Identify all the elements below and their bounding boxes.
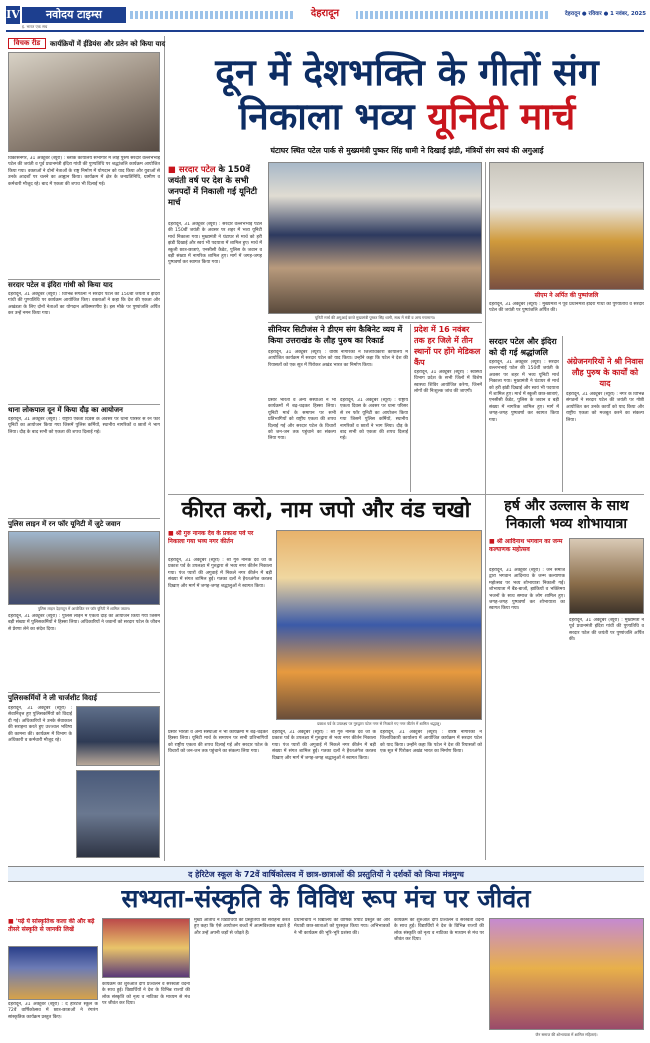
culture-headline: सभ्यता-संस्कृति के विविध रूप मंच पर जीवंत [121,884,531,913]
story-body: देहरादून, 31 अक्टूबर (ब्यूरो) : मुख्यमंत्री ने पूर्व प्रधानमंत्री इंदिरा गांधी की पुण्यतिथि व सरदार पटेल की जयंती पर पुष्पांजलि अर्पित की। [569,618,644,643]
culture-kicker: ■ 'पढ़ें ये सांस्कृतिक कला की और बढ़ें तीसरे संस्कृति से जानकी लिखें [8,918,95,933]
headline-accent: यूनिटी मार्च [427,95,576,138]
side-headline-text: के 150वें जयंती वर्ष पर देश के सभी जनपदों में निकाली गई यूनिटी मार्च [168,164,258,207]
story-headline: अंग्रेजनगरियों ने श्री निवास लौह पुरुष के कार्यों को याद [566,357,644,388]
story-body: देहरादून, 31 अक्टूबर (ब्यूरो) : राष्ट्रीय एकता दिवस के अवसर पर थाना परिसर से रन फॉर यूनिटी का आयोजन किया गया जिसमें पुलिस कर्मियों, स्थानीय नागरिकों व छात्रों ने भाग लिया। दौड़ के बाद सभी को एकता की शपथ दिलाई गई। [8,417,160,435]
divider [268,322,482,323]
kicker-badge: विचक रीड [8,38,46,49]
masthead [0,0,650,32]
photo-caption: यूनिटी मार्च की अगुआई करते मुख्यमंत्री पुष्कर सिंह धामी, साथ में मंत्री व अन्य गणमान्य। [314,315,436,320]
lead-dek: घंटाघर स्थित पटेल पार्क से मुख्यमंत्री पुष्कर सिंह धामी ने दिखाई झंडी, मंत्रियों संग स्वयं की अगुआई [270,146,544,155]
story-body: देहरादून, 31 अक्टूबर (ब्यूरो) : स्वास्थ्य विभाग प्रदेश के सभी जिलों में विशेष स्वास्थ्य शिविर आयोजित करेगा, जिनमें लोगों की निःशुल्क जांच की जाएगी। [414,370,482,395]
story-body: देहरादून, 31 अक्टूबर (ब्यूरो) : वरिष्ठ नागरिकों ने जिलाधिकारी कार्यालय में आयोजित कार्यक्रम में सरदार पटेल को याद किया। उन्होंने कहा कि पटेल ने देश की रियासतों को एक सूत्र में पिरोकर अखंड भारत का निर्माण किया। [268,350,408,368]
lead-body: देहरादून, 31 अक्टूबर (ब्यूरो) : सरदार वल्लभभाई पटेल की 150वीं जयंती के अवसर पर शहर में भव्य यूनिटी मार्च निकाला गया। मुख्यमंत्री ने घंटाघर से मार्च को हरी झंडी दिखाई और स्वयं भी पदयात्रा में शामिल हुए। मार्च में स्कूली छात्र-छात्राएं, एनसीसी कैडेट, पुलिस के जवान व बड़ी संख्या में नागरिक शामिल हुए। मार्ग में जगह-जगह पुष्पवर्षा कर स्वागत किया गया। [168,222,262,266]
column-divider [410,324,411,492]
story-headline: सरदार पटेल व इंदिरा गांधी को किया याद [8,281,113,289]
story-body: देहरादून, 31 अक्टूबर (ब्यूरो) : विभिन्न संगठनों ने सरदार पटेल की 150वीं जयंती व इंदिरा गांधी की पुण्यतिथि पर कार्यक्रम आयोजित किए। वक्ताओं ने कहा कि देश की एकता और अखंडता के लिए दोनों नेताओं का योगदान अविस्मरणीय है। इस मौके पर पुष्पांजलि अर्पित कर उन्हें नमन किया गया। [8,292,160,317]
story-headline: पुलिसकर्मियों ने ली चार्जशीट विदाई [8,694,97,702]
story-body: देहरादून, 31 अक्टूबर (ब्यूरो) : पुलिस लाइन में एकता दौड़ का आयोजन किया गया जिसमें बड़ी संख्या में पुलिसकर्मियों ने हिस्सा लिया। अधिकारियों ने जवानों को सरदार पटेल के जीवन से प्रेरणा लेने का संदेश दिया। [8,614,160,632]
divider [8,404,160,405]
lead-headline-line2 [170,94,644,140]
story-body: कार्यक्रम की शुरुआत दीप प्रज्वलन व सरस्वती वंदना के साथ हुई। विद्यार्थियों ने देश के विभिन्न राज्यों की लोक संस्कृति को नृत्य व नाटिका के माध्यम से मंच पर जीवंत कर दिया। [102,982,190,1007]
story-headline: प्रदेश में 16 नवंबर तक हर जिले में तीन स्थानों पर होंगे मेडिकल कैंप [414,325,481,367]
section-title: देहरादून [294,4,356,24]
story-headline: सरदार पटेल और इंदिरा को दी गई श्रद्धांजलि [489,337,557,357]
kirtan-headline: कीरत करो, नाम जपो और वंड चखो [181,498,471,523]
column-divider [562,336,563,492]
photo-caption: पुलिस लाइन देहरादून में आयोजित रन फॉर यूनिटी में शामिल जवान। [37,606,131,611]
story-body: कार्यक्रम की शुरुआत दीप प्रज्वलन व सरस्वती वंदना के साथ हुई। विद्यार्थियों ने देश के विभिन्न राज्यों की लोक संस्कृति को नृत्य व नाटिका के माध्यम से मंच पर जीवंत कर दिया। [394,918,484,943]
divider [168,494,644,495]
story-headline: पुलिस लाइन में रन फॉर यूनिटी में जुटे जवान [8,520,121,528]
story-body: देहरादून, 31 अक्टूबर (ब्यूरो) : श्री गुरु नानक देव जी के प्रकाश पर्व के उपलक्ष्य में गुरुद्वारा से भव्य नगर कीर्तन निकाला गया। पंज प्यारों की अगुवाई में निकले नगर कीर्तन में बड़ी संख्या में संगत शामिल हुई। गतका दलों ने हैरतअंगेज करतब दिखाए और मार्ग में जगह-जगह श्रद्धालुओं ने स्वागत किया। [272,730,376,761]
shobhayatra-body: देहरादून, 31 अक्टूबर (ब्यूरो) : जैन समाज द्वारा भगवान आदिनाथ के जन्म कल्याणक महोत्सव पर भव्य शोभायात्रा निकाली गई। शोभायात्रा में बैंड-बाजों, झांकियों व भक्तिमय भजनों के साथ समाज के लोग शामिल हुए। जगह-जगह पुष्पवर्षा कर शोभायात्रा का स्वागत किया गया। [489,568,565,612]
story-body: विकासनगर, 31 अक्टूबर (ब्यूरो) : ब्लॉक कार्यालय सभागार में लौह पुरुष सरदार वल्लभभाई पटेल की जयंती व पूर्व प्रधानमंत्री इंदिरा गांधी की पुण्यतिथि पर श्रद्धांजलि कार्यक्रम आयोजित किया गया। वक्ताओं ने दोनों नेताओं के राष्ट्र निर्माण में योगदान को याद किया और युवाओं से उनके आदर्शों पर चलने का आह्वान किया। कार्यक्रम में क्षेत्र के जनप्रतिनिधि, ग्रामीण व कर्मचारी मौजूद रहे। बाद में एकता की शपथ भी दिलाई गई। [8,156,160,187]
kirtan-body: देहरादून, 31 अक्टूबर (ब्यूरो) : श्री गुरु नानक देव जी के प्रकाश पर्व के उपलक्ष्य में गुरुद्वारा से भव्य नगर कीर्तन निकाला गया। पंज प्यारों की अगुवाई में निकले नगर कीर्तन में बड़ी संख्या में संगत शामिल हुई। गतका दलों ने हैरतअंगेज करतब दिखाए और मार्ग में जगह-जगह श्रद्धालुओं ने स्वागत किया। [168,558,272,589]
news-photo-police-run [8,531,160,605]
news-photo-nagar-kirtan [276,530,482,720]
story-body: प्रसार भारती व अन्य संस्थाओं ने भी कार्यक्रमों में बढ़-चढ़कर हिस्सा लिया। यूनिटी मार्च के समापन पर सभी प्रतिभागियों को राष्ट्रीय एकता की शपथ दिलाई गई और सरदार पटेल के विचारों को जन-जन तक पहुंचाने का संकल्प लिया गया। [268,398,336,442]
news-photo-unity-march [268,162,482,314]
masthead-rule [6,30,644,32]
story-body: देहरादून, 31 अक्टूबर (ब्यूरो) : सेवानिवृत्त हुए पुलिसकर्मियों को विदाई दी गई। अधिकारियों ने उनके सेवाकाल की सराहना करते हुए उज्ज्वल भविष्य की कामना की। कार्यक्रम में विभाग के अधिकारी व कर्मचारी मौजूद रहे। [8,706,72,744]
page-number: IV [6,6,20,24]
shobhayatra-headline-2: निकाली भव्य शोभायात्रा [505,516,628,532]
news-photo-dance [102,918,190,978]
story-body: प्रधानाचार्य ने विद्यालय की वार्षिक रिपोर्ट प्रस्तुत की और मेधावी छात्र-छात्राओं को पुरस्कृत किया गया। अभिभावकों ने भी कार्यक्रम की भूरि-भूरि प्रशंसा की। [294,918,390,936]
story-body: मुख्य अतिथि ने विद्यार्थियों की प्रस्तुतियों की सराहना करते हुए कहा कि ऐसे आयोजन बच्चों में आत्मविश्वास बढ़ाते हैं और उन्हें अपनी जड़ों से जोड़ते हैं। [194,918,290,936]
divider [8,692,160,693]
column-divider [485,162,486,860]
story-headline: थाना लोकपाल दून में किया दौड़ का आयोजन [8,406,123,414]
story-body: देहरादून, 31 अक्टूबर (ब्यूरो) : सरदार वल्लभभाई पटेल की 150वीं जयंती के अवसर पर शहर में भव्य यूनिटी मार्च निकाला गया। मुख्यमंत्री ने घंटाघर से मार्च को हरी झंडी दिखाई और स्वयं भी पदयात्रा में शामिल हुए। मार्च में स्कूली छात्र-छात्राएं, एनसीसी कैडेट, पुलिस के जवान व बड़ी संख्या में नागरिक शामिल हुए। मार्ग में जगह-जगह पुष्पवर्षा कर स्वागत किया गया। [489,360,559,423]
news-photo-tribute [489,162,644,290]
lead-side-headline [168,164,262,208]
kirtan-kicker: ■ श्री गुरु नानक देव के प्रकाश पर्व पर निकाला गया भव्य नगर कीर्तन [168,530,254,545]
news-photo-women [489,918,644,1030]
logo-subtitle: इ. भारत एक सच [22,24,48,29]
news-photo-procession [569,538,644,614]
story-body: देहरादून, 31 अक्टूबर (ब्यूरो) : नगर के विभिन्न संगठनों ने सरदार पटेल की जयंती पर गोष्ठी आयोजित कर उनके कार्यों को याद किया और राष्ट्रीय एकता को मजबूत करने का संकल्प लिया। [566,392,644,423]
divider [8,518,160,519]
story-body: प्रसार भारती व अन्य संस्थाओं ने भी कार्यक्रमों में बढ़-चढ़कर हिस्सा लिया। यूनिटी मार्च के समापन पर सभी प्रतिभागियों को राष्ट्रीय एकता की शपथ दिलाई गई और सरदार पटेल के विचारों को जन-जन तक पहुंचाने का संकल्प लिया गया। [168,730,268,755]
issue-date: देहरादून ● रविवार ● 1 नवंबर, 2025 [548,8,648,21]
newspaper-logo: नवोदय टाइम्स [22,7,126,23]
news-photo-farewell [76,706,160,766]
news-photo-stage [8,946,98,1000]
shobhayatra-headline-1: हर्ष और उल्लास के साथ [504,498,629,514]
headline-part: निकाला भव्य [238,95,415,138]
shobhayatra-kicker: ■ श्री आदिनाथ भगवान का जन्म कल्याणक महोत्सव [489,538,563,553]
lead-headline-line1: दून में देशभक्ति के गीतों संग [215,51,599,94]
story-body: देहरादून, 31 अक्टूबर (ब्यूरो) : द हेरिटेज स्कूल के 72वें वार्षिकोत्सव में छात्र-छात्राओं ने रंगारंग सांस्कृतिक कार्यक्रम प्रस्तुत किए। [8,1002,98,1020]
column-divider [164,36,165,861]
story-headline: सीनियर सिटीजंस ने डीएम संग कैबिनेट व्यय में किया उत्तराखंड के लौह पुरुष का रिकार्ड [268,325,403,345]
photo-caption: सीएम ने अर्पित की पुष्पांजलि [534,292,599,299]
photo-caption: जैन समाज की शोभायात्रा में शामिल महिलाएं। [535,1032,598,1037]
divider [8,279,160,280]
story-body: देहरादून, 31 अक्टूबर (ब्यूरो) : वरिष्ठ नागरिकों ने जिलाधिकारी कार्यालय में आयोजित कार्यक्रम में सरदार पटेल को याद किया। उन्होंने कहा कि पटेल ने देश की रियासतों को एक सूत्र में पिरोकर अखंड भारत का निर्माण किया। [380,730,482,755]
culture-band: द हेरिटेज स्कूल के 72वें वार्षिकोत्सव में छात्र-छात्राओं की प्रस्तुतियों ने दर्शकों को किया मंत्रमुग्ध [8,866,644,882]
story-body: देहरादून, 31 अक्टूबर (ब्यूरो) : मुख्यमंत्री ने पूर्व प्रधानमंत्री इंदिरा गांधी की पुण्यतिथि व सरदार पटेल की जयंती पर पुष्पांजलि अर्पित की। [489,302,644,314]
story-headline: कार्यक्रियों में ईडियंस और प्रतेन को किया याद [50,40,166,48]
news-photo-group [76,770,160,858]
news-photo-meeting [8,52,160,152]
photo-caption: प्रकाश पर्व के उपलक्ष्य पर गुरुद्वारा पटेल नगर से निकाले गए नगर कीर्तन में शामिल श्रद्धालु। [317,721,441,726]
side-headline-accent: ■ सरदार पटेल [168,164,216,174]
story-body: देहरादून, 31 अक्टूबर (ब्यूरो) : राष्ट्रीय एकता दिवस के अवसर पर थाना परिसर से रन फॉर यूनिटी का आयोजन किया गया जिसमें पुलिस कर्मियों, स्थानीय नागरिकों व छात्रों ने भाग लिया। दौड़ के बाद सभी को एकता की शपथ दिलाई गई। [340,398,408,442]
